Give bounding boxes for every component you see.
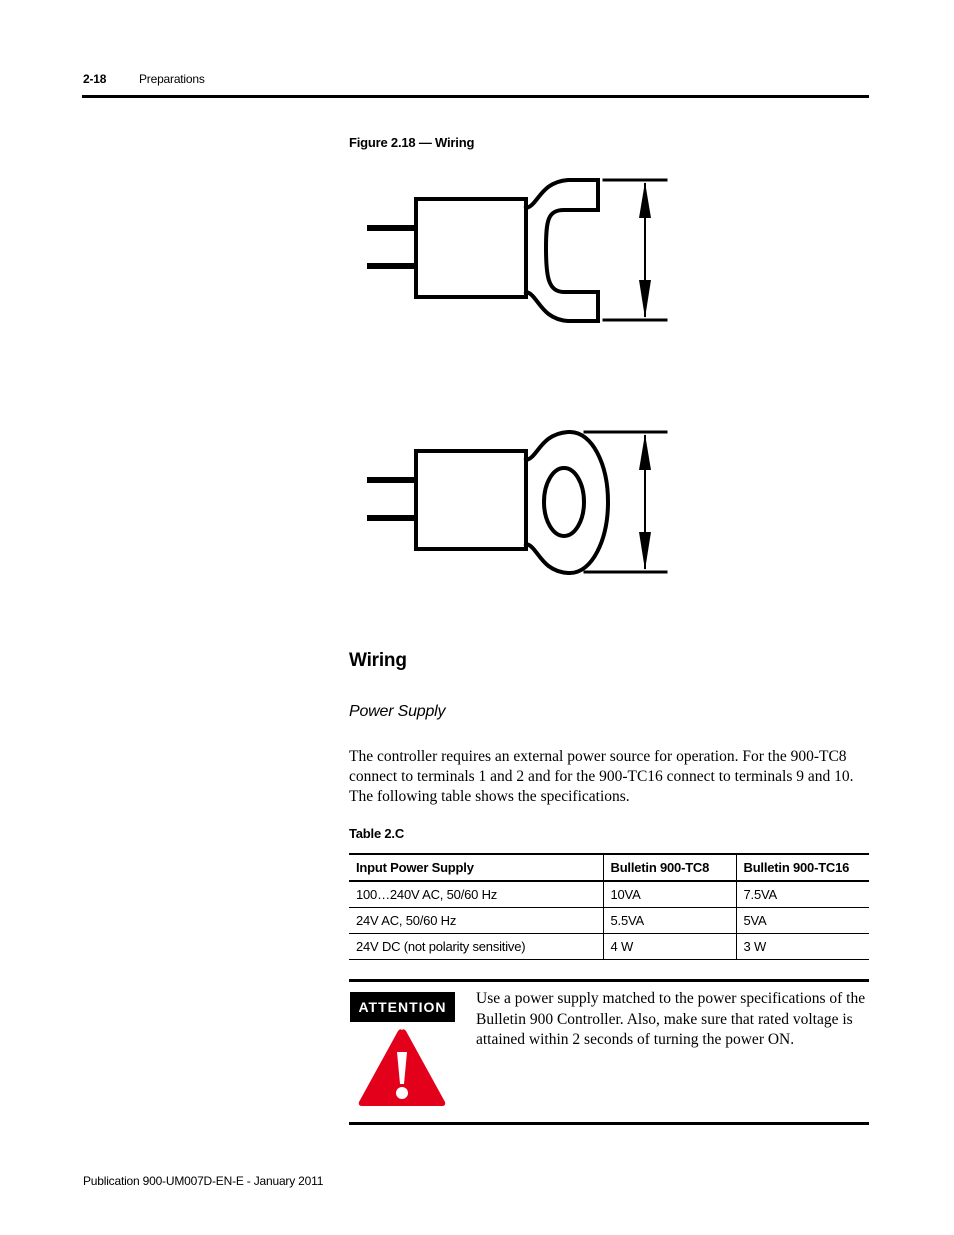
table-cell: 5VA (736, 908, 869, 934)
section-heading: Wiring (349, 650, 407, 671)
table-cell: 3 W (736, 934, 869, 960)
column-header: Bulletin 900-TC16 (736, 854, 869, 881)
table-header-row (349, 854, 869, 881)
table-row (349, 908, 869, 934)
warning-triangle-icon (356, 1026, 448, 1110)
column-header: Bulletin 900-TC8 (603, 854, 736, 881)
subheading: Power Supply (349, 703, 446, 720)
page-number: 2-18 (83, 72, 107, 86)
table-cell: 24V DC (not polarity sensitive) (349, 934, 603, 960)
attention-text: Use a power supply matched to the power specifications of the Bulletin 900 Controller. Also, make sure that rated voltage is attained within 2 seconds of turning the power ON. (476, 990, 866, 1048)
table-cell: 10VA (603, 881, 736, 908)
header-rule (82, 95, 869, 98)
section-name: Preparations (139, 72, 205, 86)
table-row (349, 881, 869, 908)
table-row (349, 934, 869, 960)
attention-label: ATTENTION (350, 992, 455, 1022)
table-cell: 24V AC, 50/60 Hz (349, 908, 603, 934)
attention-rule-bottom (349, 1122, 869, 1125)
power-spec-table (349, 853, 869, 960)
ring-terminal-drawing (370, 432, 666, 573)
table-caption: Table 2.C (349, 826, 405, 841)
table-cell: 5.5VA (603, 908, 736, 934)
attention-rule-top (349, 979, 869, 982)
publication-footer: Publication 900-UM007D-EN-E - January 2011 (83, 1174, 324, 1188)
table-cell: 7.5VA (736, 881, 869, 908)
figure-caption: Figure 2.18 — Wiring (349, 135, 475, 150)
table-cell: 4 W (603, 934, 736, 960)
column-header: Input Power Supply (349, 854, 603, 881)
table-cell: 100…240V AC, 50/60 Hz (349, 881, 603, 908)
wiring-terminals-figure (340, 168, 680, 588)
body-paragraph: The controller requires an external power source for operation. For the 900-TC8 connect to terminals 1 and 2 and for the 900-TC16 connect to terminals 9 and 10. The following table shows the specifications. (349, 748, 854, 805)
fork-terminal-drawing (370, 180, 666, 321)
